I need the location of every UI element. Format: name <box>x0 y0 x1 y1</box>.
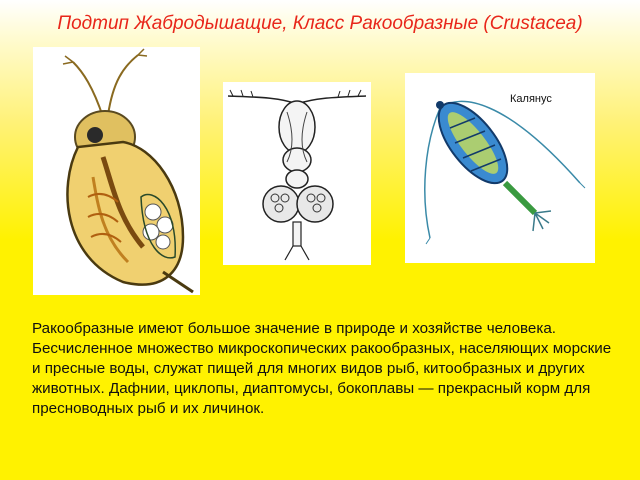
daphnia-illustration-icon <box>33 47 200 295</box>
calanus-illustration-icon <box>405 73 595 263</box>
cyclops-image <box>223 82 371 265</box>
body-paragraph: Ракообразные имеют большое значение в природе и хозяйстве человека. Бесчисленное множество микроскопических ракообразных, населяющих морские и пресные воды, служат пищей для многих видов рыб, китообразных и других животных. Дафнии, циклопы, диаптомусы, бокоплавы — прекрасный корм для пресноводных рыб и их личинок. <box>32 320 612 417</box>
calanus-image <box>405 73 595 263</box>
calanus-label: Калянус <box>510 93 552 105</box>
slide-title: Подтип Жабродышащие, Класс Ракообразные (Crustacea) <box>57 13 583 34</box>
cyclops-illustration-icon <box>223 82 371 265</box>
daphnia-image <box>33 47 200 295</box>
